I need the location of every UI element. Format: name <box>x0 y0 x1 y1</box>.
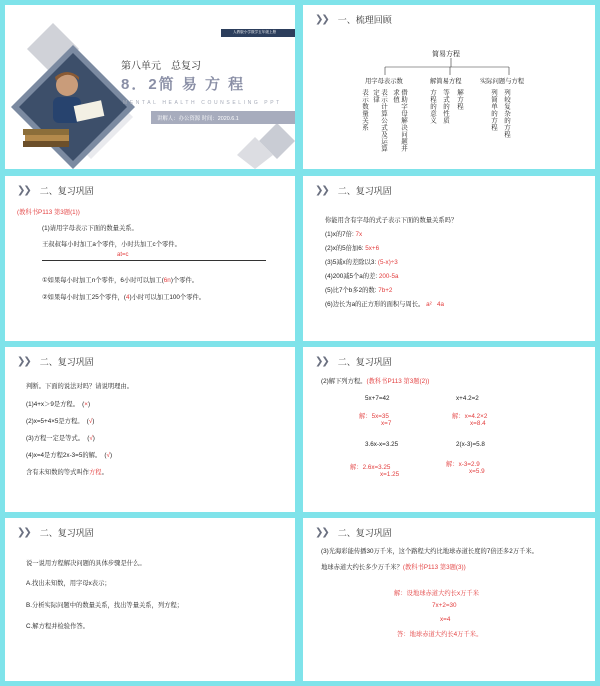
chevron-right-icon: ❯❯ <box>315 527 328 538</box>
section-title: 一、梳理回顾 <box>337 15 392 25</box>
chevron-right-icon: ❯❯ <box>17 185 30 196</box>
answer-text: 4 <box>126 294 130 301</box>
solution-step: 7x+2=30 <box>432 602 457 609</box>
map-leaf: 借助字母解决问题并求值 <box>392 89 407 152</box>
question-line: ②如果每小时加工25个零件，(4)小时可以加工100个零件。 <box>42 294 206 301</box>
question-text: (3)光海彩能传播30万千米，这个路程大约比地球赤道长度的7倍还多2万千米。 <box>321 548 538 555</box>
slide-header <box>17 526 94 539</box>
unit-title: 第八单元 总复习 <box>121 61 201 72</box>
question-text: 你能用含有字母的式子表示下面的数量关系吗？ <box>325 217 458 224</box>
expression-item: (4)200减5个a的差: 200-5a <box>325 273 399 280</box>
question-text: 判断。下面的说法对吗？请说明理由。 <box>26 383 134 390</box>
step-item: A.找出未知数，用字母x表示； <box>26 580 111 587</box>
question-line: (2)解下列方程。(教科书P113 第3题(2)) <box>321 378 430 385</box>
slide-review-expressions[interactable] <box>303 176 595 341</box>
section-title: 二、复习巩固 <box>337 528 392 538</box>
solution-step: x=5.9 <box>469 468 485 475</box>
map-leaf: 列简单的方程 <box>490 89 497 131</box>
slide-review-letters[interactable] <box>5 176 295 341</box>
expression-item: (6)边长为a的正方形的面积与周长。 a² 4a <box>325 301 444 308</box>
chevron-right-icon: ❯❯ <box>315 356 328 367</box>
step-item: B.分析实际问题中的数量关系，找出等量关系，列方程； <box>26 602 184 609</box>
map-root: 简易方程 <box>432 51 460 58</box>
map-leaf: 方程的意义 <box>429 89 436 124</box>
equation: x+4.2=2 <box>456 395 479 402</box>
solution-step: 解：2.6x=3.25 <box>350 464 391 471</box>
slide-header <box>17 184 94 197</box>
equation: 2(x-3)=5.8 <box>456 441 485 448</box>
expression-item: (3)5减x的差除以3: (5-x)÷3 <box>325 259 398 266</box>
step-item: C.解方程并检验作答。 <box>26 623 89 630</box>
expression-item: (2)x的5倍加6: 5x+6 <box>325 245 380 252</box>
judge-item: (1)4+x＞9是方程。 (×) <box>26 401 91 408</box>
slide-review-equations[interactable] <box>303 347 595 512</box>
judge-item: (3)方程一定是等式。 (√) <box>26 435 95 442</box>
slide-review-steps[interactable] <box>5 518 295 681</box>
map-leaf: 表示数量关系 <box>361 89 368 131</box>
question-text: 王叔叔每小时加工a个零件，小时共加工c个零件。 <box>42 241 181 248</box>
slide-header <box>315 184 392 197</box>
slide-review-word-problem[interactable] <box>303 518 595 681</box>
slide-cover[interactable] <box>5 5 295 169</box>
solution-step: x=7 <box>381 420 392 427</box>
cover-subtitle: MENTAL HEALTH COUNSELING PPT <box>123 100 282 106</box>
answer-underline <box>42 260 266 261</box>
slide-header <box>315 526 392 539</box>
map-branch: 实际问题与方程 <box>480 78 525 85</box>
map-leaf: 表示计算公式及运算定律 <box>372 89 387 152</box>
map-branch: 解简易方程 <box>430 78 462 85</box>
slide-header <box>315 355 392 368</box>
solution-step: x=1.25 <box>380 471 400 478</box>
judge-item: (4)x=4是方程2x-3=5的解。 (√) <box>26 452 113 459</box>
solution-step: 解：5x=35 <box>359 413 389 420</box>
lesson-title: 8．2简 易 方 程 <box>121 76 246 93</box>
solution-step: x=8.4 <box>470 420 486 427</box>
solution-step: 解：x=4.2×2 <box>452 413 488 420</box>
section-title: 二、复习巩固 <box>39 357 94 367</box>
question-line: 地球赤道大约长多少万千米？(教科书P113 第3题(3)) <box>321 564 466 571</box>
solution-step: 答：地球赤道大约长4万千米。 <box>397 631 483 638</box>
chevron-right-icon: ❯❯ <box>315 185 328 196</box>
question-line: ①如果每小时加工n个零件，6小时可以加工(6n)个零件。 <box>42 277 199 284</box>
solution-step: x=4 <box>440 616 451 623</box>
map-leaf: 等式的性质 <box>442 89 449 124</box>
map-connectors <box>303 5 595 169</box>
map-leaf: 列较复杂的方程 <box>503 89 510 138</box>
equation: 5x+7=42 <box>365 395 390 402</box>
answer-text: 6n <box>163 277 171 284</box>
answer-text: at=c <box>117 252 129 258</box>
expression-item: (1)x的7倍: 7x <box>325 231 363 238</box>
question-text: 说一说用方程解决问题的具体步骤是什么。 <box>26 560 146 567</box>
definition-text: 含有未知数的等式叫作方程。 <box>26 469 108 476</box>
slide-review-judge[interactable] <box>5 347 295 512</box>
textbook-ref: (教科书P113 第3题(1)) <box>17 209 80 216</box>
chevron-right-icon: ❯❯ <box>17 356 30 367</box>
map-leaf: 解方程 <box>456 89 463 110</box>
solution-step: 解：x-3=2.9 <box>446 461 480 468</box>
presenter-info: 讲解人：办公资源 时间：2020.6.1 <box>157 116 239 122</box>
expression-item: (5)比7个b多2的数: 7b+2 <box>325 287 393 294</box>
section-title: 二、复习巩固 <box>337 186 392 196</box>
chevron-right-icon: ❯❯ <box>315 14 328 25</box>
section-title: 二、复习巩固 <box>39 186 94 196</box>
slide-header <box>17 355 94 368</box>
judge-item: (2)x=5+4×5是方程。 (√) <box>26 418 95 425</box>
section-title: 二、复习巩固 <box>337 357 392 367</box>
equation: 3.6x-x=3.25 <box>365 441 399 448</box>
question-text: (1)请用字母表示下面的数量关系。 <box>42 225 138 232</box>
section-title: 二、复习巩固 <box>39 528 94 538</box>
slide-review-map[interactable] <box>303 5 595 169</box>
map-branch: 用字母表示数 <box>365 78 403 85</box>
chevron-right-icon: ❯❯ <box>17 527 30 538</box>
solution-step: 解：设地球赤道大约长x万千米 <box>394 590 480 597</box>
cover-tag: 人教版小学数学五年级上册 <box>233 30 277 34</box>
